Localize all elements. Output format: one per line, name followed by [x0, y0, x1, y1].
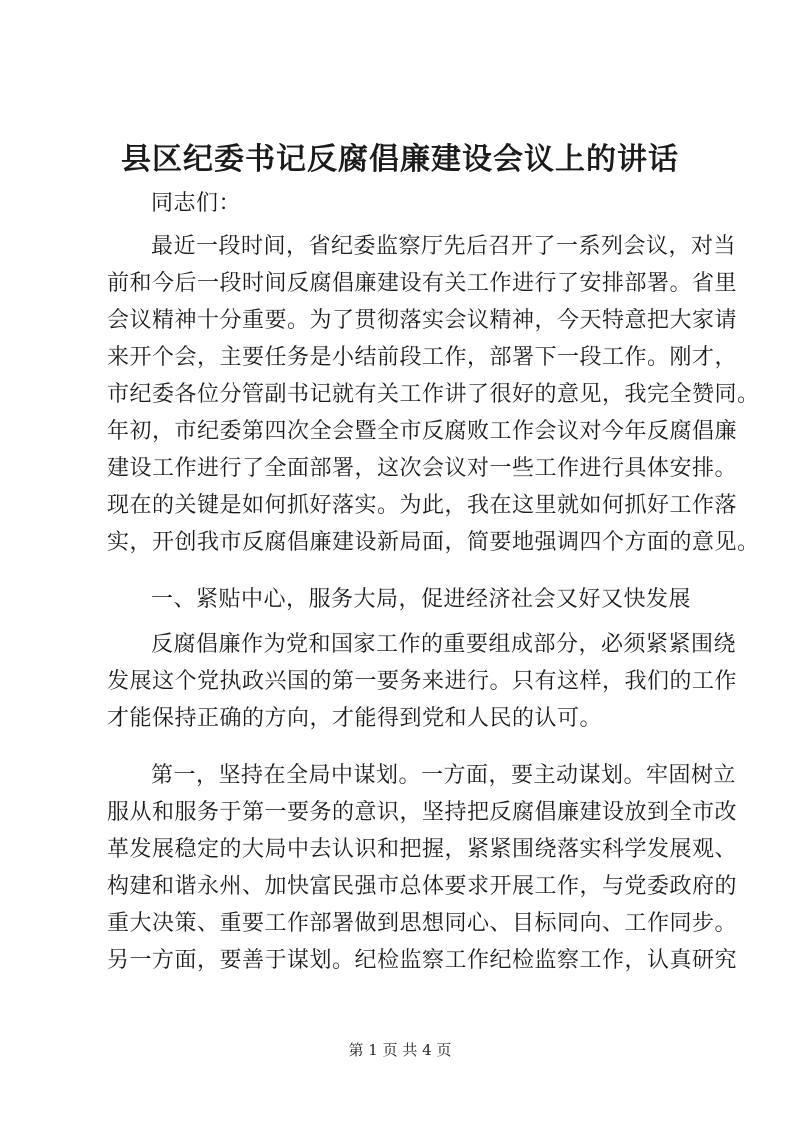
body-line: 年初，市纪委第四次全会暨全市反腐败工作会议对今年反腐倡廉: [107, 419, 738, 444]
page-number-footer: 第 1 页 共 4 页: [348, 1041, 452, 1059]
body-line: 现在的关键是如何抓好落实。为此，我在这里就如何抓好工作落: [107, 493, 738, 518]
body-line: 前和今后一段时间反腐倡廉建设有关工作进行了安排部署。省里: [107, 271, 738, 296]
body-line: 重大决策、重要工作部署做到思想同心、目标同向、工作同步。: [107, 911, 738, 936]
body-line: 最近一段时间，省纪委监察厅先后召开了一系列会议，对当: [151, 234, 737, 259]
body-line: 来开个会，主要任务是小结前段工作，部署下一段工作。刚才，: [107, 345, 738, 370]
body-line: 发展这个党执政兴国的第一要务来进行。只有这样，我们的工作: [107, 669, 738, 694]
body-line: 才能保持正确的方向，才能得到党和人民的认可。: [107, 706, 603, 731]
section-heading: 一、紧贴中心，服务大局，促进经济社会又好又快发展: [151, 587, 692, 612]
body-line: 革发展稳定的大局中去认识和把握，紧紧围绕落实科学发展观、: [107, 837, 738, 862]
body-line: 反腐倡廉作为党和国家工作的重要组成部分，必须紧紧围绕: [151, 632, 737, 657]
body-line: 实，开创我市反腐倡廉建设新局面，简要地强调四个方面的意见。: [107, 530, 760, 555]
body-line: 会议精神十分重要。为了贯彻落实会议精神，今天特意把大家请: [107, 308, 738, 333]
body-line: 构建和谐永州、加快富民强市总体要求开展工作，与党委政府的: [107, 874, 738, 899]
body-line: 服从和服务于第一要务的意识，坚持把反腐倡廉建设放到全市改: [107, 800, 738, 825]
body-line: 第一，坚持在全局中谋划。一方面，要主动谋划。牢固树立: [151, 763, 737, 788]
body-line: 市纪委各位分管副书记就有关工作讲了很好的意见，我完全赞同。: [107, 382, 760, 407]
salutation-line: 同志们：: [151, 191, 242, 216]
body-line: 建设工作进行了全面部署，这次会议对一些工作进行具体安排。: [107, 456, 738, 481]
document-title: 县区纪委书记反腐倡廉建设会议上的讲话: [121, 142, 679, 177]
body-line: 另一方面，要善于谋划。纪检监察工作纪检监察工作，认真研究: [107, 948, 738, 973]
